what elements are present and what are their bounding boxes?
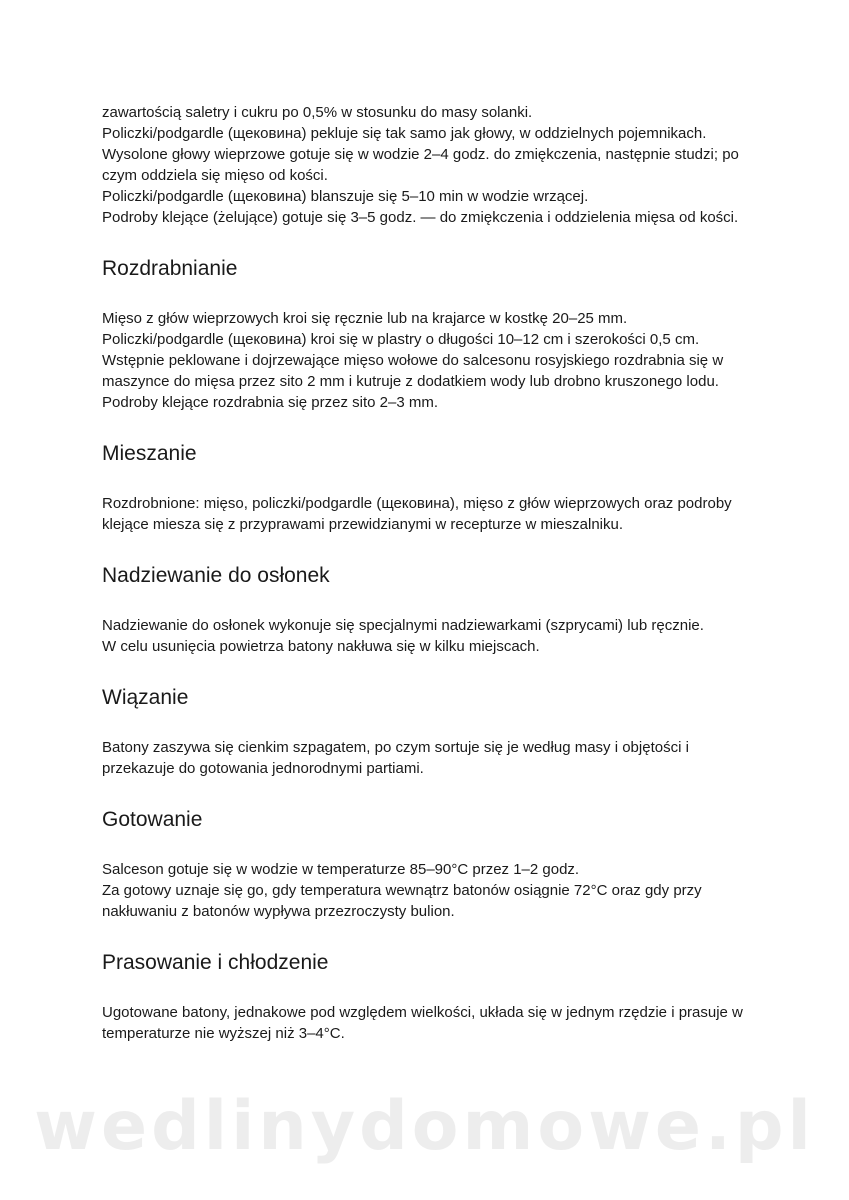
paragraph: W celu usunięcia powietrza batony nakłuwa się w kilku miejscach.: [102, 638, 540, 655]
section-gotowanie: [102, 807, 762, 922]
paragraph: Wstępnie peklowane i dojrzewające mięso wołowe do salcesonu rosyjskiego rozdrabnia się w maszynce do mięsa przez sito 2 mm i kutruje z dodatkiem wody lub drobno kruszonego lodu.: [102, 352, 724, 390]
paragraph: Mięso z głów wieprzowych kroi się ręcznie lub na krajarce w kostkę 20–25 mm.: [102, 310, 628, 327]
paragraph: Podroby klejące (żelujące) gotuje się 3–5 godz. — do zmiękczenia i oddzielenia mięsa od kości.: [102, 209, 739, 226]
intro-block: [102, 102, 762, 228]
section-heading: Rozdrabnianie: [102, 257, 238, 280]
paragraph: Policzki/podgardle (щековина) pekluje się tak samo jak głowy, w oddzielnych pojemnikach.: [102, 125, 707, 142]
paragraph: zawartością saletry i cukru po 0,5% w stosunku do masy solanki.: [102, 104, 533, 121]
paragraph: Rozdrobnione: mięso, policzki/podgardle (щековина), mięso z głów wieprzowych oraz podroby klejące miesza się z przyprawami przewidzianymi w recepturze w mieszalniku.: [102, 495, 732, 533]
document-page: [102, 102, 762, 1044]
section-heading: Gotowanie: [102, 808, 203, 831]
paragraph: Ugotowane batony, jednakowe pod względem wielkości, układa się w jednym rzędzie i prasuje w temperaturze nie wyższej niż 3–4°C.: [102, 1004, 743, 1042]
watermark: wedlinydomowe.pl: [34, 1087, 815, 1166]
section-heading: Mieszanie: [102, 442, 197, 465]
section-rozdrabnianie: [102, 256, 762, 413]
paragraph: Policzki/podgardle (щековина) kroi się w plastry o długości 10–12 cm i szerokości 0,5 cm.: [102, 331, 700, 348]
section-heading: Nadziewanie do osłonek: [102, 564, 330, 587]
paragraph: Wysolone głowy wieprzowe gotuje się w wodzie 2–4 godz. do zmiękczenia, następnie studzi; po czym oddziela się mięso od kości.: [102, 146, 739, 184]
paragraph: Batony zaszywa się cienkim szpagatem, po czym sortuje się je według masy i objętości i przekazuje do gotowania jednorodnymi partiami.: [102, 739, 689, 777]
section-prasowanie: [102, 950, 762, 1044]
paragraph: Nadziewanie do osłonek wykonuje się specjalnymi nadziewarkami (szprycami) lub ręcznie.: [102, 617, 704, 634]
paragraph: Za gotowy uznaje się go, gdy temperatura wewnątrz batonów osiągnie 72°C oraz gdy przy nakłuwaniu z batonów wypływa przezroczysty bulion.: [102, 882, 702, 920]
section-heading: Wiązanie: [102, 686, 189, 709]
section-wiazanie: [102, 685, 762, 779]
paragraph: Salceson gotuje się w wodzie w temperaturze 85–90°C przez 1–2 godz.: [102, 861, 580, 878]
paragraph: Policzki/podgardle (щековина) blanszuje się 5–10 min w wodzie wrzącej.: [102, 188, 589, 205]
section-mieszanie: [102, 441, 762, 535]
section-heading: Prasowanie i chłodzenie: [102, 951, 329, 974]
section-nadziewanie: [102, 563, 762, 657]
paragraph: Podroby klejące rozdrabnia się przez sito 2–3 mm.: [102, 394, 438, 411]
